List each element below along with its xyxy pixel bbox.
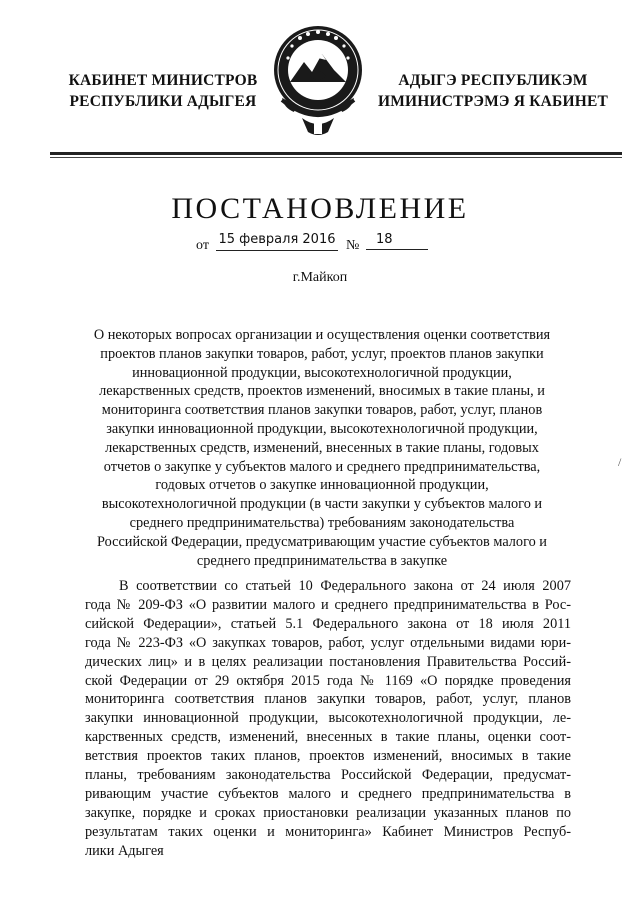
date-from-label: от [196, 238, 209, 253]
body-line: В соответствии со статьей 10 Федерального закона от 24 июля 2007 [119, 578, 571, 594]
subject-line: высокотехнологичной продукции (в части закупки у субъектов малого и [101, 496, 543, 513]
subject-line: мониторинга соответствия планов закупки товаров, работ, услуг, планов [101, 402, 543, 419]
subject-line: лекарственных средств, проектов изменений, вносимых в такие планы, и [99, 383, 545, 400]
header-divider-thick [50, 152, 622, 155]
margin-mark: / [618, 455, 622, 469]
org-name-line: АДЫГЭ РЕСПУБЛИКЭМ [398, 72, 588, 89]
document-title: ПОСТАНОВЛЕНИЕ [171, 192, 469, 225]
subject-line: годовых отчетов о закупке инновационной продукции, [155, 477, 489, 494]
body-line: лики Адыгея [85, 842, 164, 859]
body-line: карственных средств, изменений, внесенных в такие планы, оценки соот- [85, 729, 571, 746]
body-line: сийской Федерации», статьей 5.1 Федерального закона от 18 июля 2011 [85, 615, 571, 632]
document-date: 15 февраля 2016 [216, 232, 338, 251]
body-line: ветствия проектов таких планов, проектов изменений, вносимых в такие [85, 748, 571, 765]
body-line: результатам таких оценки и мониторинга» Кабинет Министров Респуб- [85, 823, 571, 840]
org-name-russian [63, 70, 263, 112]
body-line: дических лиц» и в целях реализации постановления Правительства Россий- [85, 653, 571, 670]
body-line: года № 223-ФЗ «О закупках товаров, работ, услуг отдельными видами юри- [85, 634, 571, 651]
body-line: планы, требованиям законодательства Российской Федерации, предусмат- [85, 767, 571, 784]
body-line: закупке, порядке и сроках приостановки реализации указанных планов по [85, 804, 571, 821]
org-name-line: КАБИНЕТ МИНИСТРОВ [68, 72, 258, 89]
body-line: ской Федерации от 29 октября 2015 года № 1169 «О порядке проведения [85, 672, 571, 689]
city-name: г.Майкоп [292, 270, 348, 285]
org-name-adyghe [372, 70, 614, 112]
document-number: 18 [366, 232, 428, 250]
body-line: ривающим участие субъектов малого и среднего предпринимательства в [85, 785, 571, 802]
header-divider-thin [50, 157, 622, 158]
subject-line: лекарственных средств, изменений, внесенных в такие планы, годовых [105, 439, 539, 456]
adygea-coat-of-arms-icon [272, 22, 364, 142]
document-subject [74, 326, 570, 570]
body-line: закупки инновационной продукции, высокотехнологичной продукции, ле- [85, 710, 571, 727]
subject-line: О некоторых вопросах организации и осуществления оценки соответствия [93, 327, 551, 343]
subject-line: среднего предпринимательства) требованиям законодательства [129, 514, 515, 531]
subject-line: инновационной продукции, высокотехнологичной продукции, [132, 364, 512, 381]
org-name-line: ИМИНИСТРЭМЭ Я КАБИНЕТ [377, 93, 609, 110]
body-line: года № 209-ФЗ «О развитии малого и среднего предпринимательства в Рос- [85, 596, 571, 613]
subject-line: проектов планов закупки товаров, работ, услуг, проектов планов закупки [100, 345, 544, 362]
subject-line: Российской Федерации, предусматривающим участие субъектов малого и [97, 533, 547, 550]
body-paragraph [85, 577, 571, 861]
org-name-line: РЕСПУБЛИКИ АДЫГЕЯ [69, 93, 257, 110]
subject-line: закупки инновационной продукции, высокотехнологичной продукции, [106, 420, 538, 437]
subject-line: среднего предпринимательства в закупке [196, 552, 448, 569]
number-label: № [346, 238, 360, 253]
body-line: мониторинга соответствия планов закупки товаров, работ, услуг, планов [85, 691, 571, 708]
subject-line: отчетов о закупке у субъектов малого и среднего предпринимательства, [103, 458, 541, 475]
